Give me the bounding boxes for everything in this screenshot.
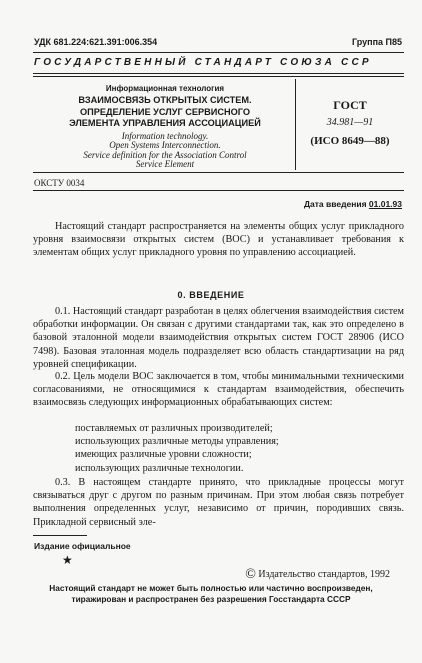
banner-rule-lower (33, 76, 404, 77)
star-icon: ★ (62, 553, 73, 567)
udk-code: УДК 681.224:621.391:006.354 (34, 37, 158, 47)
reproduction-notice (0, 583, 422, 605)
paragraph-0-3: 0.3. В настоящем стандарте принято, что прикладные процессы могут связываться друг с другом по разным причинам. При этом любая связь потребует выполнения определенных услуг, независимо от причин, породивших связь. Прикладной сервисный эле- (33, 477, 404, 528)
top-rule (33, 52, 404, 53)
list-item: использующих различные технологии. (75, 462, 244, 474)
banner-rule-upper (33, 73, 404, 74)
list-item: имеющих различные уровни сложности; (75, 449, 252, 461)
russian-title-line: ЭЛЕМЕНТА УПРАВЛЕНИЯ АССОЦИАЦИЕЙ (69, 118, 261, 128)
gost-number-block (296, 98, 404, 147)
paragraph-0-1: 0.1. Настоящий стандарт разработан в целях облегчения взаимодействия систем обработки информации. Он связан с другими стандартами так, как это определено в базовой эталонной модели взаимодействия открытых систем ГОСТ 28906 (ИСО 7498). Базовая эталонная модель подразделяет всю область стандартизации на ряд уровней спецификации. (33, 306, 404, 370)
russian-title-line: ОПРЕДЕЛЕНИЕ УСЛУГ СЕРВИСНОГО (80, 106, 250, 117)
iso-number: (ИСО 8649—88) (310, 135, 390, 147)
reproduction-notice-line: Настоящий стандарт не может быть полностью или частично воспроизведен, (49, 583, 373, 593)
gost-number: 34.981—91 (326, 117, 374, 128)
reproduction-notice-line: тиражирован и распространен без разрешения Госстандарта СССР (71, 594, 351, 604)
paragraph-0-2: 0.2. Цель модели ВОС заключается в том, чтобы минимальными техническими согласованиями, не относящимися к стандартам взаимодействия, обеспечить взаимосвязь следующих информационных обрабатывающих систем: (33, 371, 404, 409)
russian-title-line: ВЗАИМОСВЯЗЬ ОТКРЫТЫХ СИСТЕМ. (78, 95, 252, 105)
copyright-text: Издательство стандартов, 1992 (258, 569, 390, 580)
group-code: Группа П85 (351, 37, 402, 47)
gost-label: ГОСТ (333, 98, 367, 112)
section-heading: 0. ВВЕДЕНИЕ (177, 290, 245, 300)
intro-paragraph: Настоящий стандарт распространяется на элементы общих услуг прикладного уровня взаимосвязи открытых систем (ВОС) и устанавливает требования к элементам общих услуг прикладного уровня по управлению ассоциацией. (33, 221, 404, 259)
english-title-line: Information technology. (121, 131, 209, 141)
okstu-code: ОКСТУ 0034 (34, 178, 85, 188)
state-standard-banner: ГОСУДАРСТВЕННЫЙ СТАНДАРТ СОЮЗА ССР (34, 57, 372, 68)
english-title-line: Open Systems Interconnection. (109, 140, 221, 151)
english-title-line: Service definition for the Association Control (83, 149, 247, 160)
okstu-rule (33, 190, 404, 191)
english-title-line: Service Element (135, 159, 195, 170)
footnote-rule (33, 535, 87, 536)
copyright-line (245, 567, 390, 583)
title-bottom-rule (33, 172, 404, 173)
effective-date-label: Дата введения (303, 199, 367, 209)
effective-date (304, 199, 402, 209)
english-title (40, 132, 290, 170)
info-tech-label: Информационная технология (105, 84, 225, 93)
official-edition-label: Издание официальное (34, 541, 131, 551)
list-item: поставляемых от различных производителей; (75, 423, 273, 434)
effective-date-value: 01.01.93 (368, 199, 402, 209)
system-list (75, 422, 279, 475)
russian-title (40, 95, 290, 130)
copyright-icon: © (245, 567, 256, 582)
list-item: использующих различные методы управления; (75, 436, 279, 448)
